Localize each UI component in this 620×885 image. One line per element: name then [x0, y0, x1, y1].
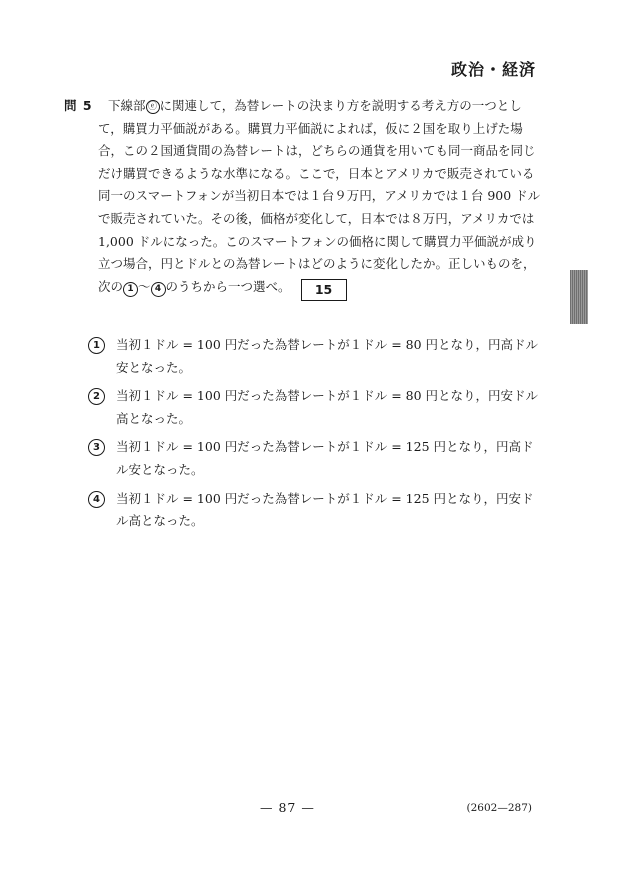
exam-code: (2602—287) [466, 802, 532, 814]
question-block [64, 95, 541, 301]
option-1[interactable] [88, 334, 539, 379]
answer-options [88, 334, 539, 539]
question-line: 合，この２国通貨間の為替レートは，どちらの通貨を用いても同一商品を同じ [98, 143, 536, 159]
question-text [98, 95, 541, 301]
option-text-line: ル安となった。 [116, 461, 204, 477]
option-text-line: 当初１ドル = 100 円だった為替レートが１ドル = 125 円となり，円安ド [116, 490, 534, 506]
question-label: 問 5 [64, 98, 93, 113]
option-number-circle: 3 [88, 439, 105, 456]
option-text-line: 安となった。 [116, 359, 192, 375]
option-text-line: 当初１ドル = 100 円だった為替レートが１ドル = 125 円となり，円高ド [116, 439, 534, 455]
option-number-circle: 1 [88, 337, 105, 354]
question-line: 下線部 ⓔ に関連して，為替レートの決まり方を説明する考え方の一つとし [108, 98, 522, 113]
side-index-tab [570, 270, 588, 324]
option-text-line: 当初１ドル = 100 円だった為替レートが１ドル = 80 円となり，円安ドル [116, 388, 539, 404]
option-text-line: ル高となった。 [116, 513, 204, 529]
range-end-marker: 4 [151, 282, 166, 297]
question-line: 1,000 ドルになった。このスマートフォンの価格に関して購買力平価説が成り [98, 233, 537, 249]
option-text-line: 当初１ドル = 100 円だった為替レートが１ドル = 80 円となり，円高ドル [116, 337, 539, 352]
underline-marker-e: ⓔ [146, 100, 160, 114]
answer-number-box[interactable]: 15 [301, 279, 347, 301]
question-line: 立つ場合，円とドルとの為替レートはどのように変化したか。正しいものを， [98, 256, 536, 272]
option-3[interactable] [88, 436, 536, 481]
option-2[interactable] [88, 385, 539, 430]
question-line: 同一のスマートフォンが当初日本では１台９万円，アメリカでは１台 900 ドル [98, 188, 541, 204]
question-last-line: 次の 1 ～ 4 のうちから一つ選べ。 15 [98, 276, 532, 301]
option-number-circle: 2 [88, 388, 105, 405]
question-line: だけ購買できるような水準になる。ここで，日本とアメリカで販売されている [98, 165, 535, 181]
range-start-marker: 1 [123, 282, 138, 297]
page-number: — 87 — [260, 800, 315, 815]
question-line: で販売されていた。その後，価格が変化して，日本では８万円，アメリカでは [98, 210, 535, 226]
question-line: て，購買力平価説がある。購買力平価説によれば，仮に２国を取り上げた場 [98, 120, 523, 136]
subject-header: 政治・経済 [450, 60, 536, 79]
option-4[interactable] [88, 488, 536, 533]
option-text-line: 高となった。 [116, 410, 192, 426]
option-number-circle: 4 [88, 491, 105, 508]
